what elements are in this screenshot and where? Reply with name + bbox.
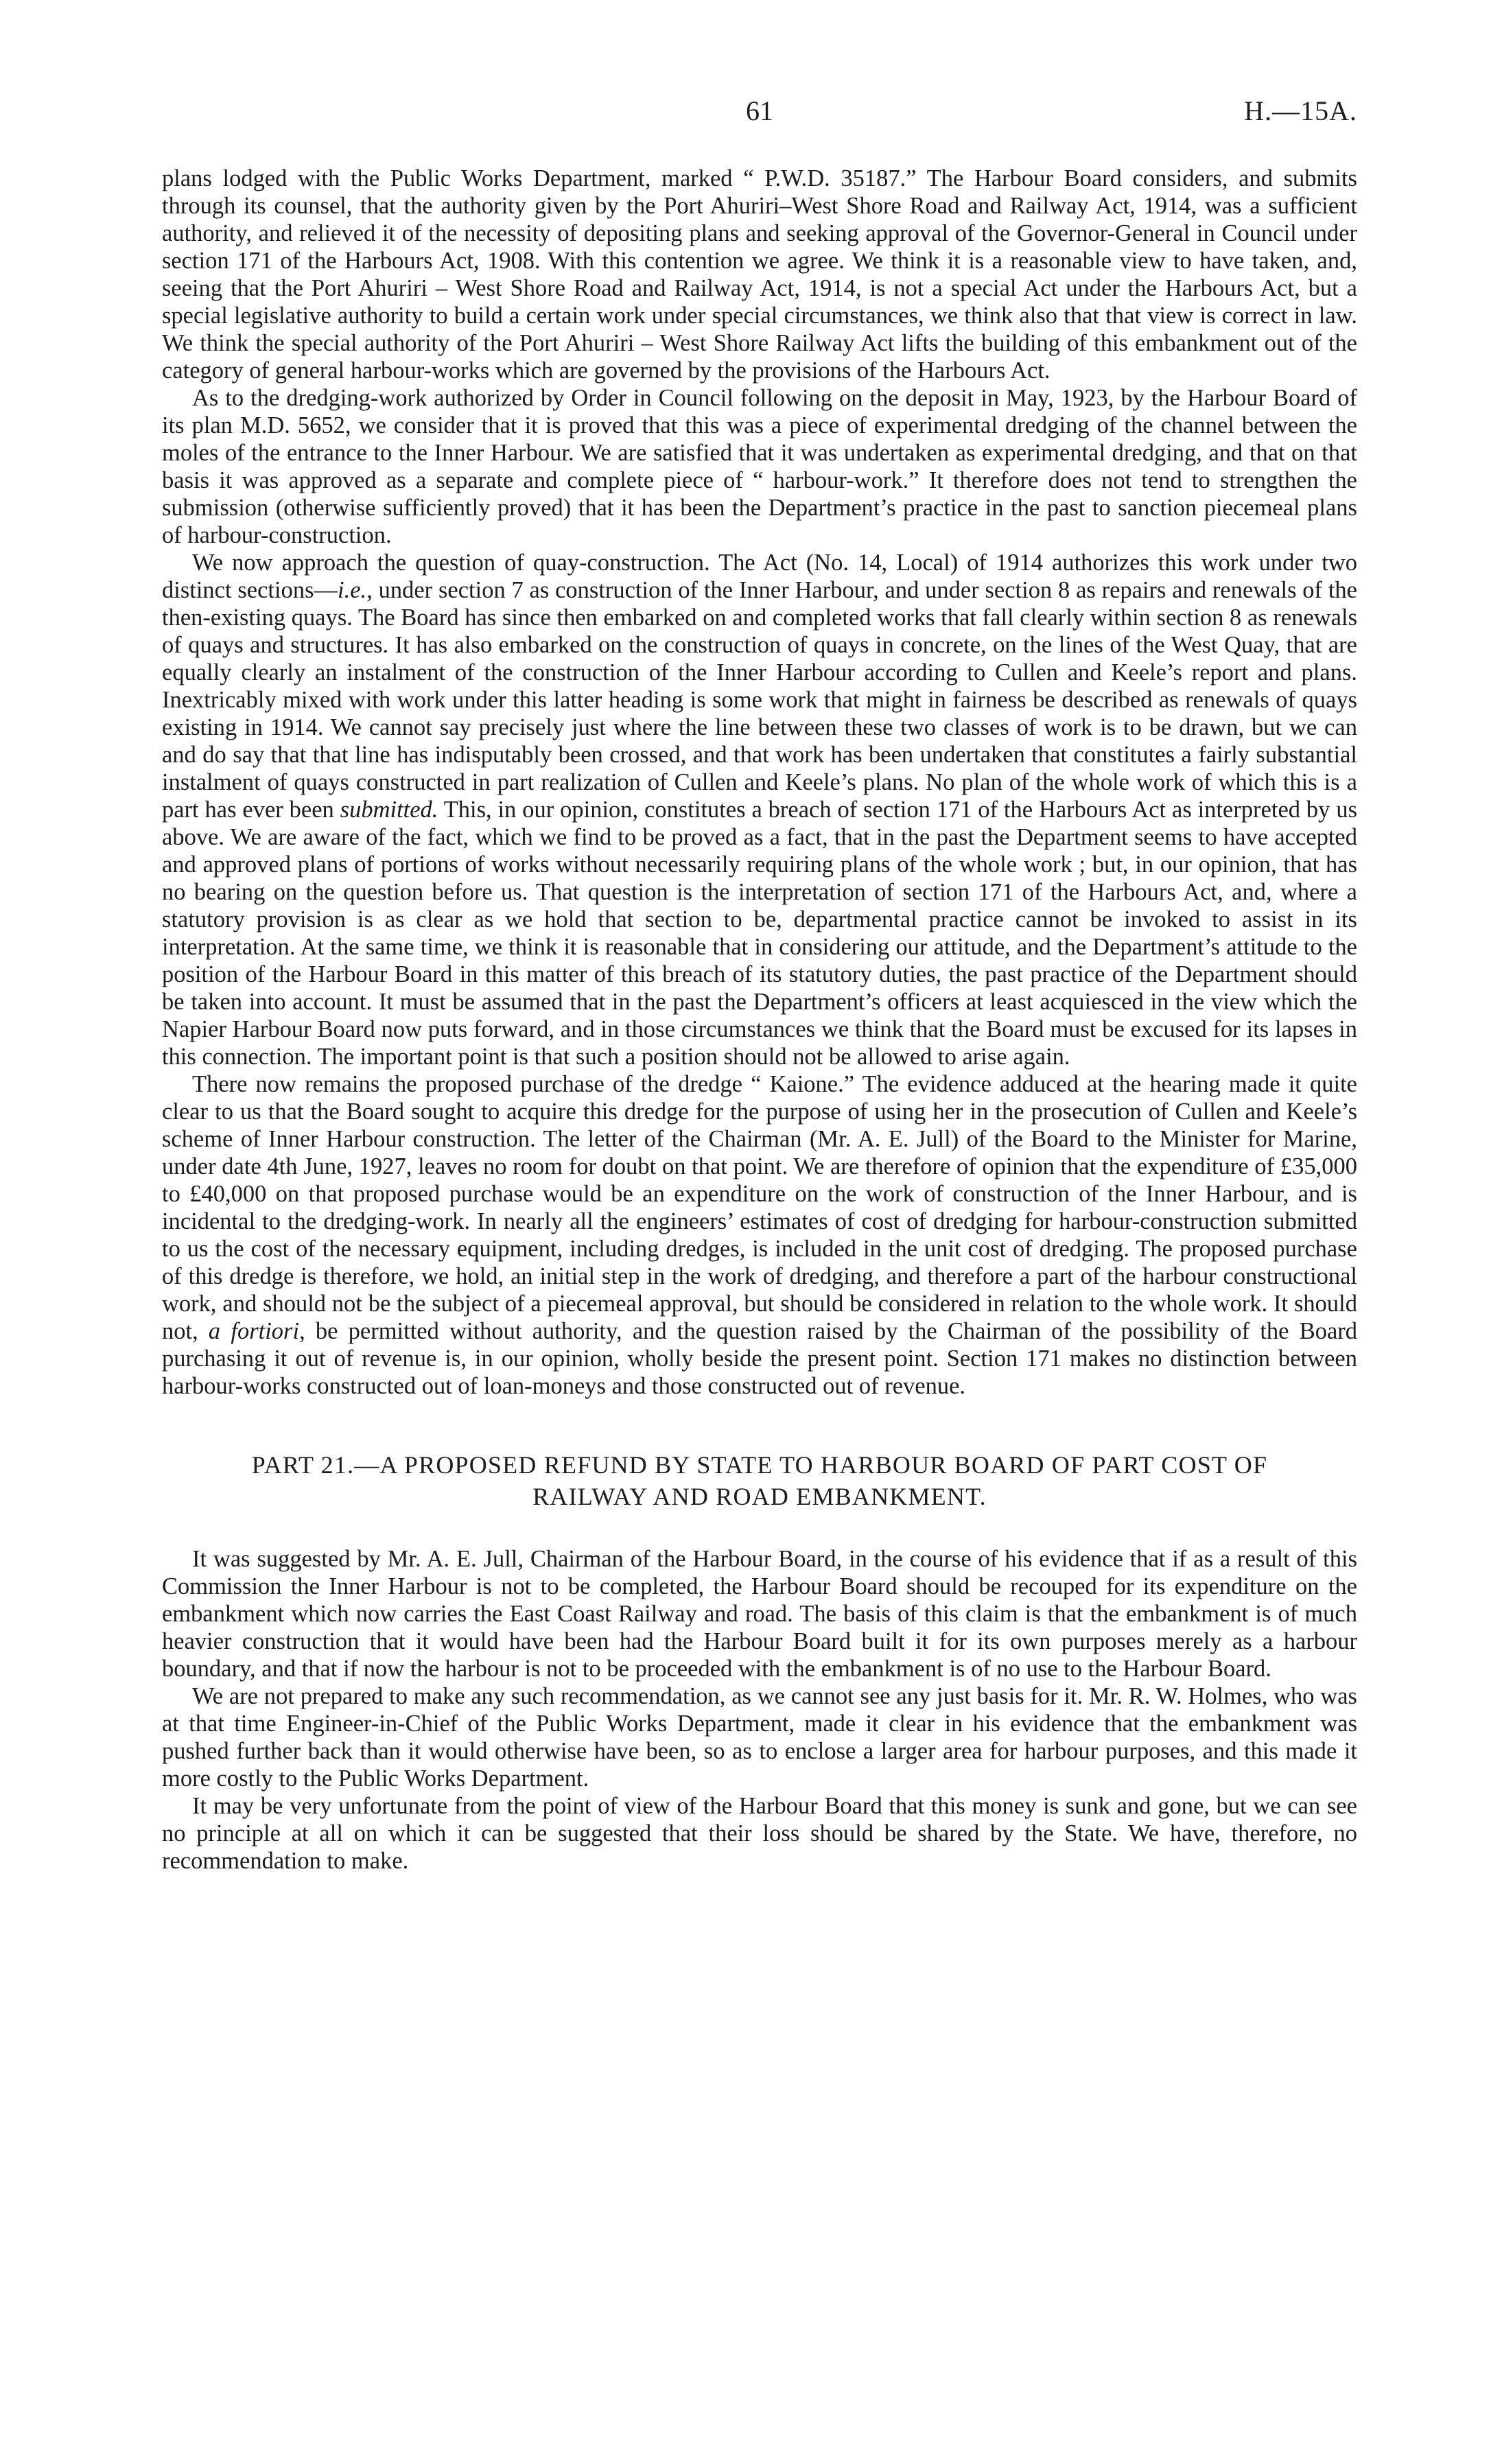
document-reference: H.—15A. xyxy=(1244,95,1357,126)
paragraph-text: , under section 7 as construction of the Inner Harbour, and under section 8 as repairs and renewals of the then-existing quays. The Board has since then embarked on and completed works that fall clearly within section 8 as renewals of quays and structures. It has also embarked on the construction of quays in concrete, on the lines of the West Quay, that are equally clearly an instalment of the construction of the Inner Harbour according to Cullen and Keele’s report and plans. Inextricably mixed with work under this latter heading is some work that might in fairness be described as renewals of quays existing in 1914. We cannot say precisely just where the line between these two classes of work is to be drawn, but we can and do say that that line has indisputably been crossed, and that work has been undertaken that constitutes a fairly substantial instalment of quays constructed in part realization of Cullen and Keele’s plans. No plan of the whole work of which this is a part has ever been xyxy=(162,577,1357,823)
paragraph-conclusion: It may be very unfortunate from the point of view of the Harbour Board that this money is sunk and gone, but we can see no principle at all on which it can be suggested that their loss should be shared by the State. We have, therefore, no recommendation to make. xyxy=(162,1793,1357,1874)
section-heading xyxy=(162,1449,1357,1512)
paragraph-no-recommendation: We are not prepared to make any such recommendation, as we cannot see any just basis for it. Mr. R. W. Holmes, who was at that time Engineer-in-Chief of the Public Works Department, made it clear in his evidence that the embankment was pushed further back than it would otherwise have been, so as to enclose a larger area for harbour purposes, and this made it more costly to the Public Works Department. xyxy=(162,1683,1357,1792)
italic-text: i.e. xyxy=(338,577,367,603)
paragraph-dredging-work xyxy=(162,384,1357,549)
section-heading-line-1: PART 21.—A PROPOSED REFUND BY STATE TO HARBOUR BOARD OF PART COST OF xyxy=(251,1451,1268,1479)
paragraph-embankment-authority xyxy=(162,165,1357,384)
paragraph-quay-construction xyxy=(162,549,1357,1070)
paragraph-dredge-purchase xyxy=(162,1070,1357,1400)
part-21-body xyxy=(162,1545,1357,1875)
paragraph-text: There now remains the proposed purchase of the dredge “ Kaione.” The evidence adduced at the hearing made it quite clear to us that the Board sought to acquire this dredge for the purpose of using her in the prosecution of Cullen and Keele’s scheme of Inner Harbour construction. The letter of the Chairman (Mr. A. E. Jull) of the Board to the Minister for Marine, under date 4th June, 1927, leaves no room for doubt on that point. We are therefore of opinion that the expenditure of £35,000 to £40,000 on that proposed purchase would be an expenditure on the work of construction of the Inner Harbour, and is incidental to the dredging-work. In nearly all the engineers’ estimates of cost of dredging for harbour-construction submitted to us the cost of the necessary equipment, including dredges, is included in the unit cost of dredging. The proposed purchase of this dredge is therefore, we hold, an initial step in the work of dredging, and therefore a part of the harbour constructional work, and should not be the subject of a piecemeal approval, but should be considered in relation to the whole work. It should not, xyxy=(162,1071,1357,1344)
italic-text: a fortiori xyxy=(208,1318,300,1344)
paragraph-text: This, in our opinion, constitutes a breach of section 171 of the Harbours Act as interpreted by us above. We are aware of the fact, which we find to be proved as a fact, that in the past the Department seems to have accepted and approved plans of portions of works without necessarily requiring plans of the whole work ; but, in our opinion, that has no bearing on the question before us. That question is the interpretation of section 171 of the Harbours Act, and, where a statutory provision is as clear as we hold that section to be, departmental practice cannot be invoked to assist in its interpretation. At the same time, we think it is reasonable that in considering our attitude, and the Department’s attitude to the position of the Harbour Board in this matter of this breach of its statutory duties, the past practice of the Department should be taken into account. It must be assumed that in the past the Department’s officers at least acquiesced in the view which the Napier Harbour Board now puts forward, and in those circumstances we think that the Board must be excused for its lapses in this connection. The important point is that such a position should not be allowed to arise again. xyxy=(162,797,1357,1070)
paragraph-text: We now approach the question of quay-construction. The Act (No. 14, Local) of 1914 authorizes this work under two distinct sections— xyxy=(162,550,1357,603)
paragraph-text: As to the dredging-work authorized by Order in Council following on the deposit in May, 1923, by the Harbour Board of its plan M.D. 5652, we consider that it is proved that this was a piece of experimental dredging of the channel between the moles of the entrance to the Inner Harbour. We are satisfied that it was undertaken as experimental dredging, and that on that basis it was approved as a separate and complete piece of “ harbour-work.” It therefore does not tend to strengthen the submission (otherwise sufficiently proved) that it has been the Department’s practice in the past to sanction piecemeal plans of harbour-construction. xyxy=(162,385,1357,548)
body-text xyxy=(162,165,1357,1875)
paragraph-text: , be permitted without authority, and the question raised by the Chairman of the possibility of the Board purchasing it out of revenue is, in our opinion, wholly beside the present point. Section 171 makes no distinction between harbour-works constructed out of loan-moneys and those constructed out of revenue. xyxy=(162,1318,1358,1399)
paragraph-refund-suggestion: It was suggested by Mr. A. E. Jull, Chairman of the Harbour Board, in the course of his evidence that if as a result of this Commission the Inner Harbour is not to be completed, the Harbour Board should be recouped for its expenditure on the embankment which now carries the East Coast Railway and road. The basis of this claim is that the embankment is of much heavier construction that it would have been had the Harbour Board built it for its own purposes merely as a harbour boundary, and that if now the harbour is not to be proceeded with the embankment is of no use to the Harbour Board. xyxy=(162,1546,1357,1682)
page-number: 61 xyxy=(746,95,773,126)
paragraph-text: plans lodged with the Public Works Department, marked “ P.W.D. 35187.” The Harbour Board considers, and submits through its counsel, that the authority given by the Port Ahuriri–West Shore Road and Railway Act, 1914, was a sufficient authority, and relieved it of the necessity of depositing plans and seeking approval of the Governor-General in Council under section 171 of the Harbours Act, 1908. With this contention we agree. We think it is a reasonable view to have taken, and, seeing that the Port Ahuriri – West Shore Road and Railway Act, 1914, is not a special Act under the Harbours Act, but a special legislative authority to build a certain work under special circumstances, we think also that that view is correct in law. We think the special authority of the Port Ahuriri – West Shore Railway Act lifts the building of this embankment out of the category of general harbour-works which are governed by the provisions of the Harbours Act. xyxy=(162,165,1357,384)
section-heading-line-2: RAILWAY AND ROAD EMBANKMENT. xyxy=(532,1483,987,1510)
page-header xyxy=(162,95,1357,136)
italic-text: submitted. xyxy=(340,797,438,823)
